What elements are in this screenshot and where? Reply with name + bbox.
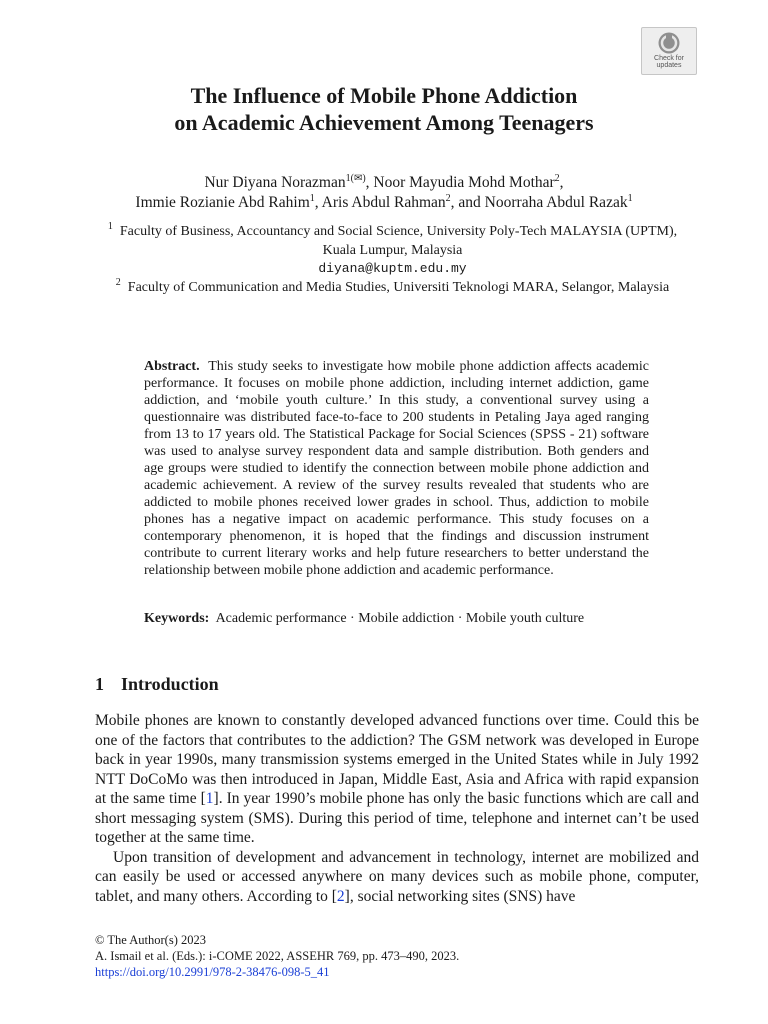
paragraph-1: [95, 711, 699, 848]
author-5-sup: 1: [627, 193, 633, 204]
affiliation-email[interactable]: diyana@kuptm.edu.my: [318, 261, 467, 276]
citation-link-1[interactable]: 1: [205, 790, 214, 807]
paragraph-2: [95, 848, 699, 907]
copyright-line: © The Author(s) 2023: [95, 933, 206, 947]
affiliation-1-number: 1: [107, 221, 113, 232]
author-4: , Aris Abdul Rahman: [314, 194, 446, 211]
citation-link-2[interactable]: 2: [336, 887, 345, 905]
author-3: Immie Rozianie Abd Rahim: [135, 194, 310, 211]
author-line-2: [0, 193, 768, 213]
abstract-text: This study seeks to investigate how mobile phone addiction affects academic performance. It focuses on mobile phone addiction, including internet addiction, game addiction, and ‘mobile youth culture.’ In this study, a conventional survey using a questionnaire was distributed face-to-face to 200 students in Petaling Jaya aged ranging from 13 to 17 years old. The Statistical Package for Social Sciences (SPSS - 21) software was used to analyse survey respondent data and sample distribution. Both genders and age groups were studied to identify the connection between mobile phone addiction and academic achievement. A review of the survey results revealed that students who are addicted to mobile phones received lower grades in school. Thus, addiction to mobile phones has a negative impact on academic performance. This study focuses on a contemporary phenomenon, it is hoped that the findings and discussion instrument contribute to current literary works and help future researchers to better understand the relationship between mobile phone addiction and academic performance.: [144, 359, 649, 578]
paragraph-1-text-a: Mobile phones are known to constantly developed advanced functions over time. Could this be one of the factors that contributes to the addiction? The GSM network was developed in Europe back in year 1990s, many transmission systems emerged in the United States while in July 1992 NTT DoCoMo was then introduced in Japan, Middle East, Asia and Africa with rapid expansion at the same time [: [95, 712, 699, 807]
author-line-1: [0, 173, 768, 193]
section-heading: [95, 672, 219, 696]
citation-line: A. Ismail et al. (Eds.): i-COME 2022, ASSEHR 769, pp. 473–490, 2023.: [95, 949, 460, 963]
keywords: [144, 610, 649, 627]
paragraph-1-text-b: ]. In year 1990’s mobile phone has only the basic functions which are call and short messaging system (SMS). During this period of time, telephone and internet can’t be used together at the same time.: [95, 790, 699, 846]
doi-link[interactable]: https://doi.org/10.2991/978-2-38476-098-5_41: [95, 965, 330, 979]
affiliation-1-text: Faculty of Business, Accountancy and Social Science, University Poly-Tech MALAYSIA (UPTM), Kuala Lumpur, Malaysia: [119, 224, 678, 258]
paragraph-2-text-b: ], social networking sites (SNS) have: [344, 887, 576, 905]
affiliation-2-text: Faculty of Communication and Media Studies, Universiti Teknologi MARA, Selangor, Malaysia: [127, 279, 670, 295]
author-3-sup: 1: [309, 193, 315, 204]
title-line-1: The Influence of Mobile Phone Addiction: [190, 83, 578, 108]
check-updates-icon: [656, 31, 682, 55]
author-2: , Noor Mayudia Mohd Mothar: [365, 174, 555, 191]
author-4-sup: 2: [445, 193, 451, 204]
keywords-text: Academic performance · Mobile addiction · Mobile youth culture: [215, 611, 585, 626]
affiliation-1: [95, 223, 690, 260]
title-line-2: on Academic Achievement Among Teenagers: [174, 110, 594, 135]
body-text: [95, 711, 699, 906]
keywords-label: Keywords:: [144, 611, 210, 626]
abstract-label: Abstract.: [144, 359, 200, 374]
paper-title: [0, 82, 768, 136]
affiliation-2-number: 2: [115, 276, 121, 288]
affiliation-2: [95, 276, 690, 298]
section-title: Introduction: [121, 674, 219, 694]
author-1: Nur Diyana Norazman: [204, 174, 346, 191]
author-5: , and Noorraha Abdul Razak: [450, 194, 628, 211]
affiliations: [95, 223, 690, 297]
abstract: [144, 358, 649, 579]
author-list: [0, 173, 768, 213]
footer: [95, 932, 459, 980]
author-2-sup: 2: [554, 173, 560, 184]
section-number: 1: [95, 674, 104, 694]
check-for-updates-badge[interactable]: [641, 27, 697, 75]
author-separator: ,: [559, 174, 564, 191]
badge-line-2: updates: [656, 62, 682, 69]
author-1-sup: 1(✉): [345, 173, 366, 184]
badge-line-1: Check for: [654, 55, 684, 62]
paragraph-2-text-a: Upon transition of development and advancement in technology, internet are mobilized and can easily be used or accessed anywhere on many devices such as mobile phone, computer, tablet, and many others. According to [: [95, 848, 699, 905]
